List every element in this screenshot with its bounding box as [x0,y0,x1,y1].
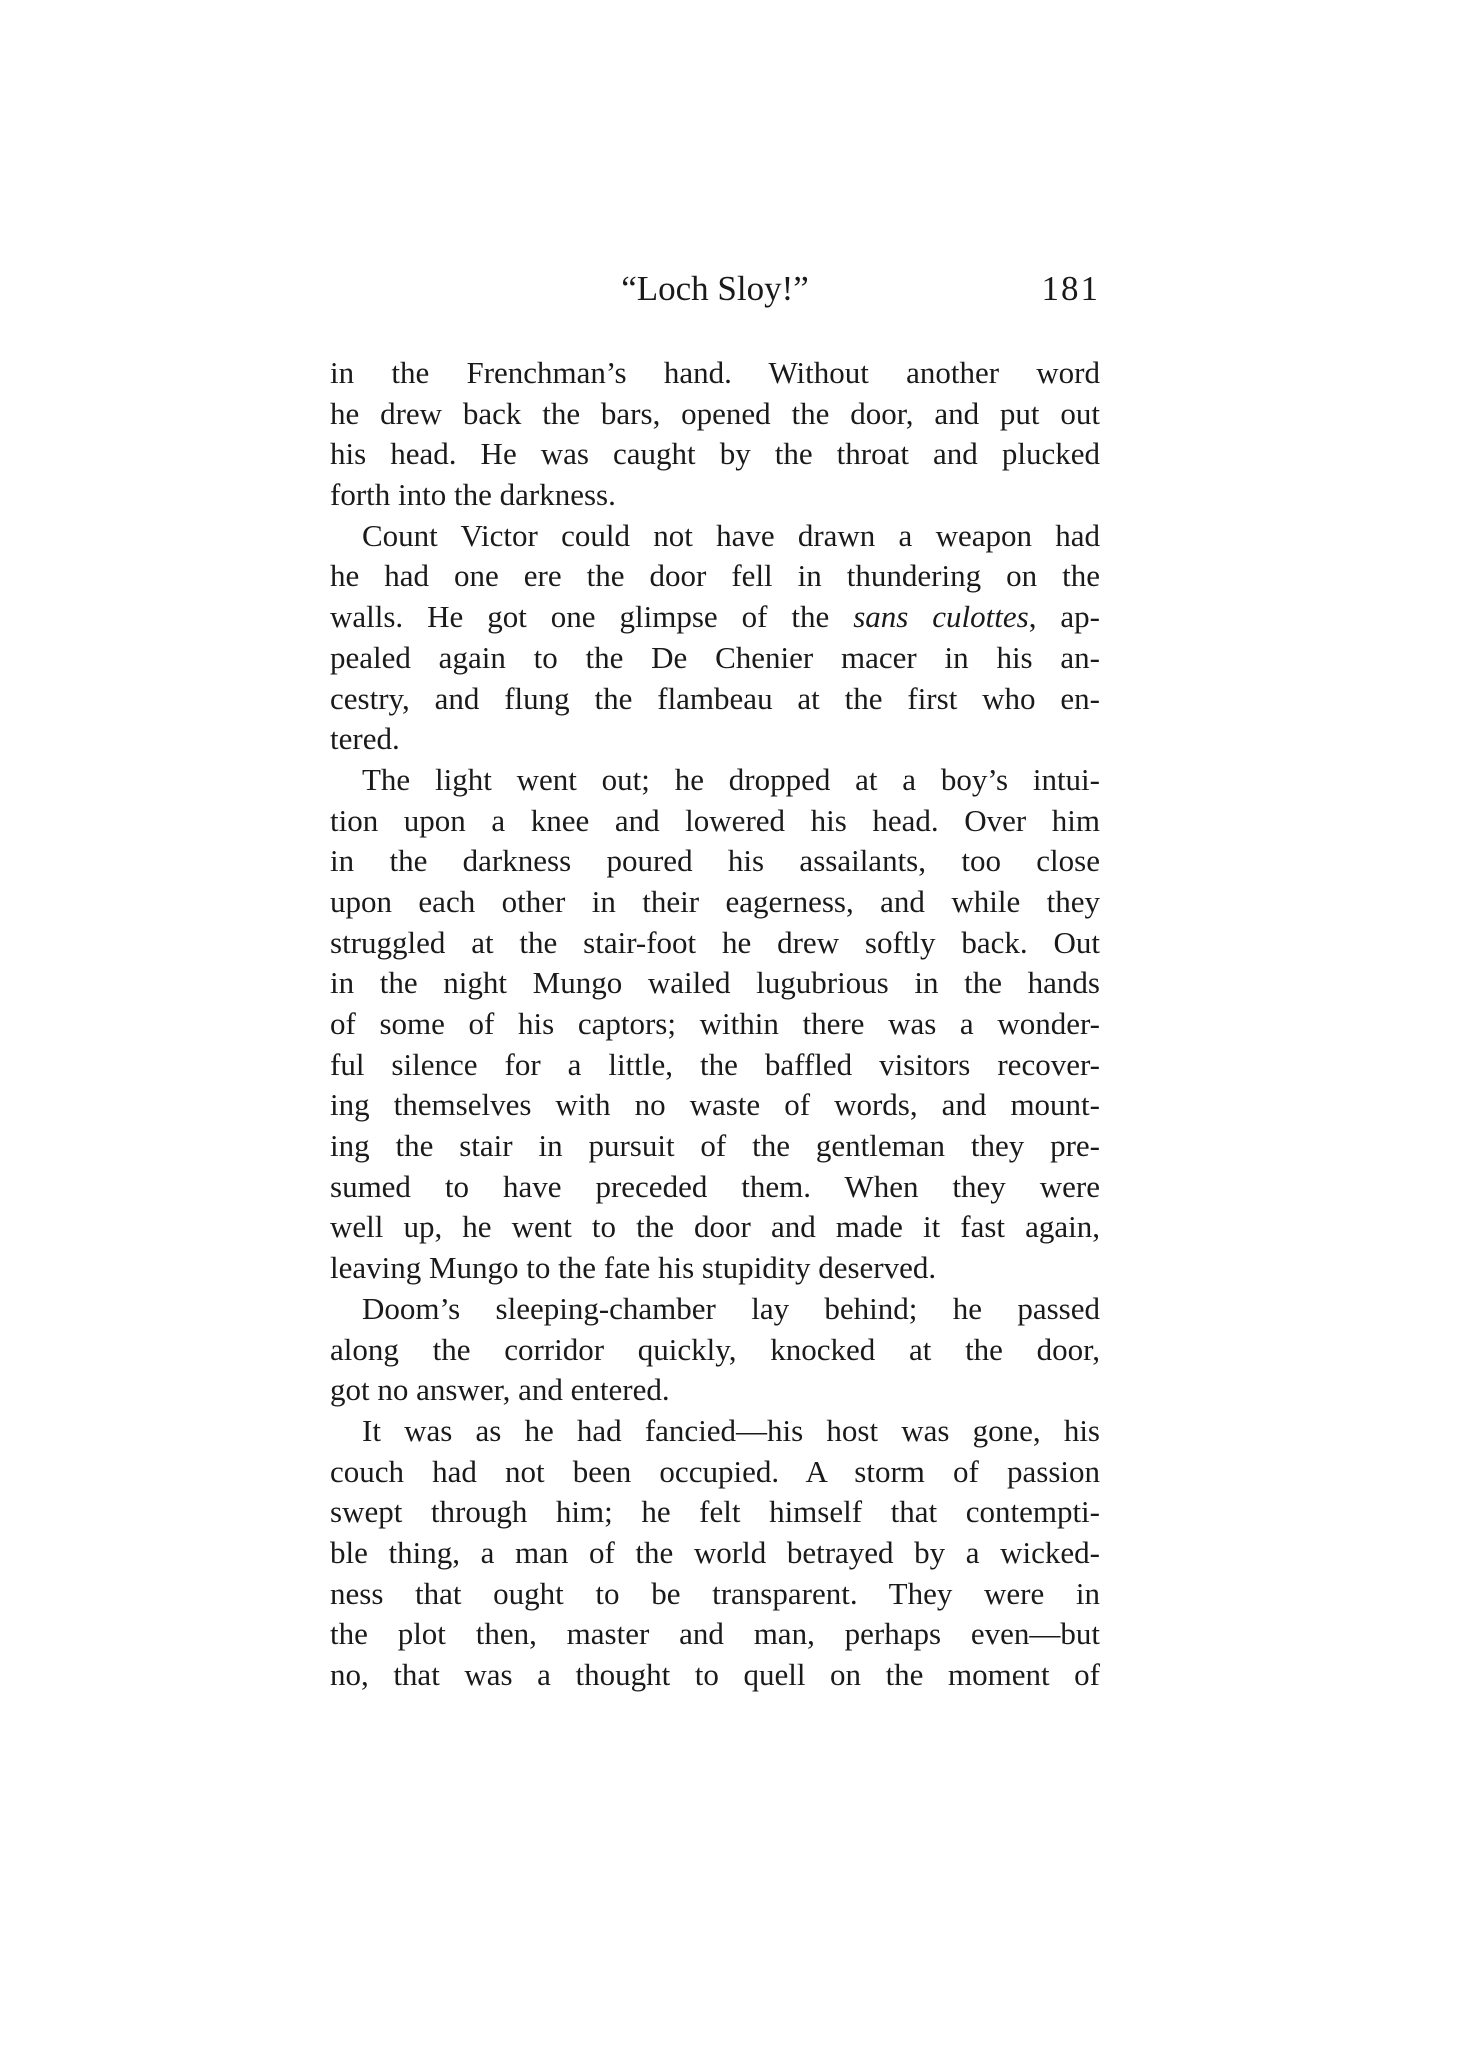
text-line: upon each other in their eagerness, and while they [330,883,1100,919]
text-fragment: , ap- [1028,599,1100,635]
text-line: the plot then, master and man, perhaps even—but [330,1616,1100,1652]
text-line: ness that ought to be transparent. They were in [330,1575,1100,1611]
text-line: in the night Mungo wailed lugubrious in the hands [330,965,1100,1001]
body-text [330,353,1100,1696]
text-fragment: walls. He got one glimpse of the [330,599,854,635]
text-line: leaving Mungo to the fate his stupidity deserved. [330,1250,937,1286]
text-line: he had one ere the door fell in thundering on the [330,558,1100,594]
text-line: cestry, and flung the flambeau at the first who en- [330,680,1100,716]
text-line: couch had not been occupied. A storm of passion [330,1453,1100,1489]
text-line: swept through him; he felt himself that contempti- [330,1494,1100,1530]
text-line: Count Victor could not have drawn a weapon had [362,517,1100,553]
text-line: Doom’s sleeping-chamber lay behind; he passed [362,1290,1100,1326]
text-line: his head. He was caught by the throat and plucked [330,436,1100,472]
italic-phrase: sans culottes [853,599,1029,635]
text-line: along the corridor quickly, knocked at the door, [330,1331,1100,1367]
text-line: It was as he had fancied—his host was gone, his [362,1412,1100,1448]
text-line: struggled at the stair-foot he drew softly back. Out [330,924,1100,960]
page-header [330,266,1100,312]
text-line: of some of his captors; within there was a wonder- [330,1006,1100,1041]
text-line: sumed to have preceded them. When they were [330,1168,1100,1204]
text-line: tered. [330,721,400,757]
text-line: ful silence for a little, the baffled visitors recover- [330,1046,1100,1082]
text-line: ble thing, a man of the world betrayed by a wicked- [330,1534,1100,1570]
text-line: The light went out; he dropped at a boy’s intui- [362,761,1100,797]
text-line: pealed again to the De Chenier macer in his an- [330,639,1100,675]
text-line: in the darkness poured his assailants, too close [330,843,1100,879]
text-line [330,597,1100,638]
page-number: 181 [1041,269,1100,308]
running-title: “Loch Sloy!” [621,269,809,308]
text-line: got no answer, and entered. [330,1372,670,1408]
text-line: ing themselves with no waste of words, and mount- [330,1087,1100,1123]
text-line: tion upon a knee and lowered his head. Over him [330,802,1100,838]
text-line: he drew back the bars, opened the door, and put out [330,395,1100,431]
text-line: in the Frenchman’s hand. Without another word [330,355,1100,390]
text-line: no, that was a thought to quell on the moment of [330,1657,1100,1692]
text-line: well up, he went to the door and made it fast again, [330,1209,1100,1245]
text-line: forth into the darkness. [330,477,616,513]
text-line: ing the stair in pursuit of the gentleman they pre- [330,1128,1100,1164]
